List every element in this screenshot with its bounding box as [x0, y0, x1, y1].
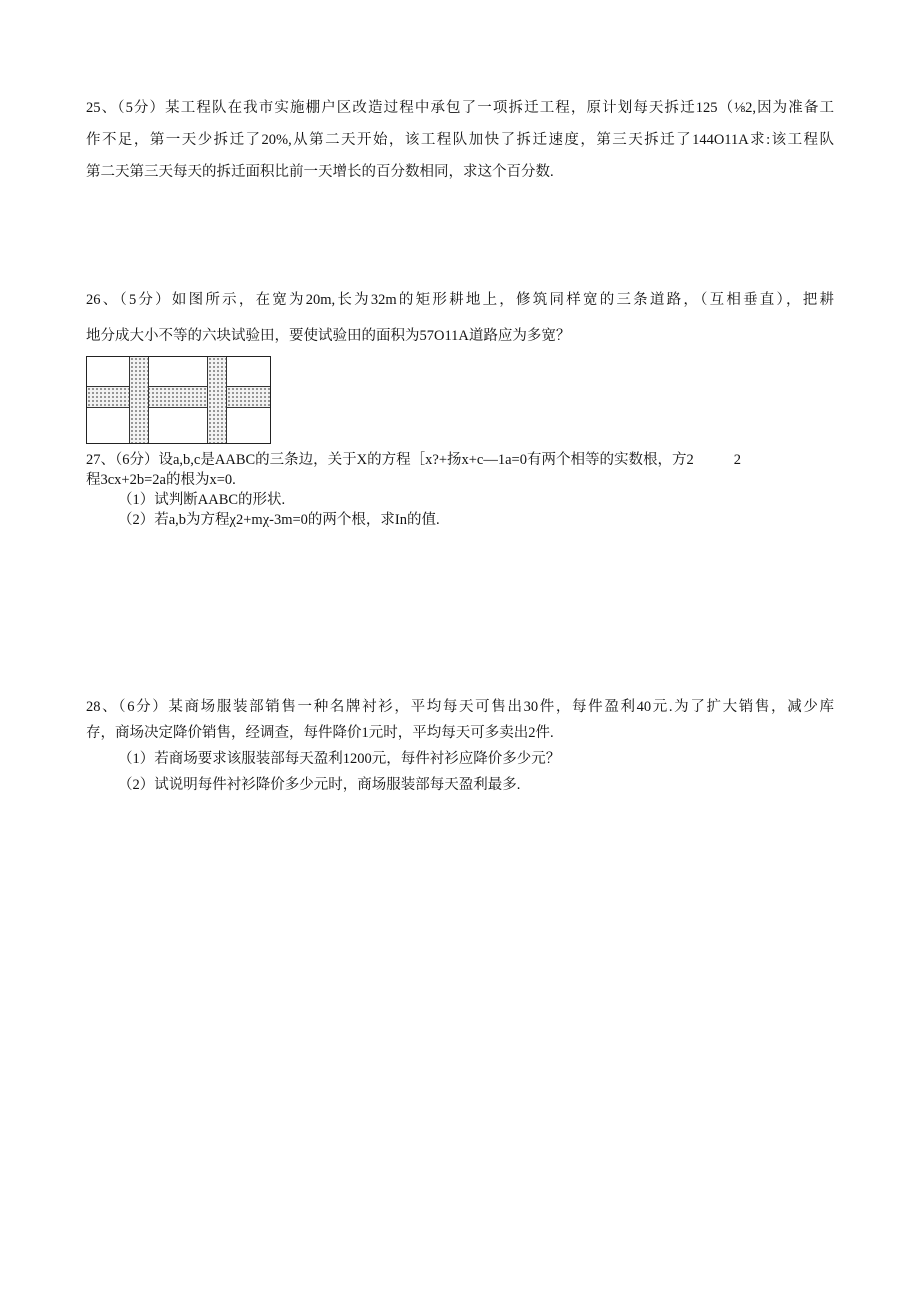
q27-sub-1: （1）试判断AABC的形状. — [118, 492, 286, 508]
vertical-road-right — [207, 357, 227, 443]
q27-sub-2: （2）若a,b为方程χ2+mχ-3m=0的两个根，求In的值. — [118, 512, 440, 528]
q27-line-2: 程3cx+2b=2a的根为x=0. — [86, 472, 236, 488]
q28-line-1: 28、（6分）某商场服装部销售一种名牌衬衫，平均每天可售出30件，每件盈利40元.为了扩大销售，减少库 — [86, 699, 834, 715]
q25-line-2: 作不足，第一天少拆迁了20%,从第二天开始，该工程队加快了拆迁速度，第三天拆迁了144O11A求:该工程队 — [86, 132, 834, 148]
q25-line-1: 25、（5分）某工程队在我市实施棚户区改造过程中承包了一项拆迁工程，原计划每天拆迁125（⅛2,因为准备工 — [86, 100, 834, 116]
horizontal-road — [87, 386, 270, 408]
q27-line-1 — [86, 450, 741, 470]
vertical-road-left — [129, 357, 149, 443]
field-diagram — [86, 356, 271, 444]
q28-sub-2: （2）试说明每件衬衫降价多少元时，商场服装部每天盈利最多. — [118, 777, 521, 793]
q27-line-1-tail: 2 — [733, 452, 741, 468]
q26-line-1: 26、（5分）如图所示，在宽为20m,长为32m的矩形耕地上，修筑同样宽的三条道路，（互相垂直），把耕 — [86, 292, 834, 308]
q28-line-2: 存，商场决定降价销售，经调查，每件降价1元时，平均每天可多卖出2件. — [86, 725, 554, 741]
q26-line-2: 地分成大小不等的六块试验田，要使试验田的面积为57O11A道路应为多宽？ — [86, 328, 571, 344]
q25-line-3: 第二天第三天每天的拆迁面积比前一天增长的百分数相同，求这个百分数. — [86, 164, 554, 180]
q27-line-1-text: 27、（6分）设a,b,c是AABC的三条边，关于X的方程［x?+扬x+c—1a=0有两个相等的实数根，方2 — [86, 452, 694, 468]
q28-sub-1: （1）若商场要求该服装部每天盈利1200元，每件衬衫应降价多少元？ — [118, 751, 561, 767]
